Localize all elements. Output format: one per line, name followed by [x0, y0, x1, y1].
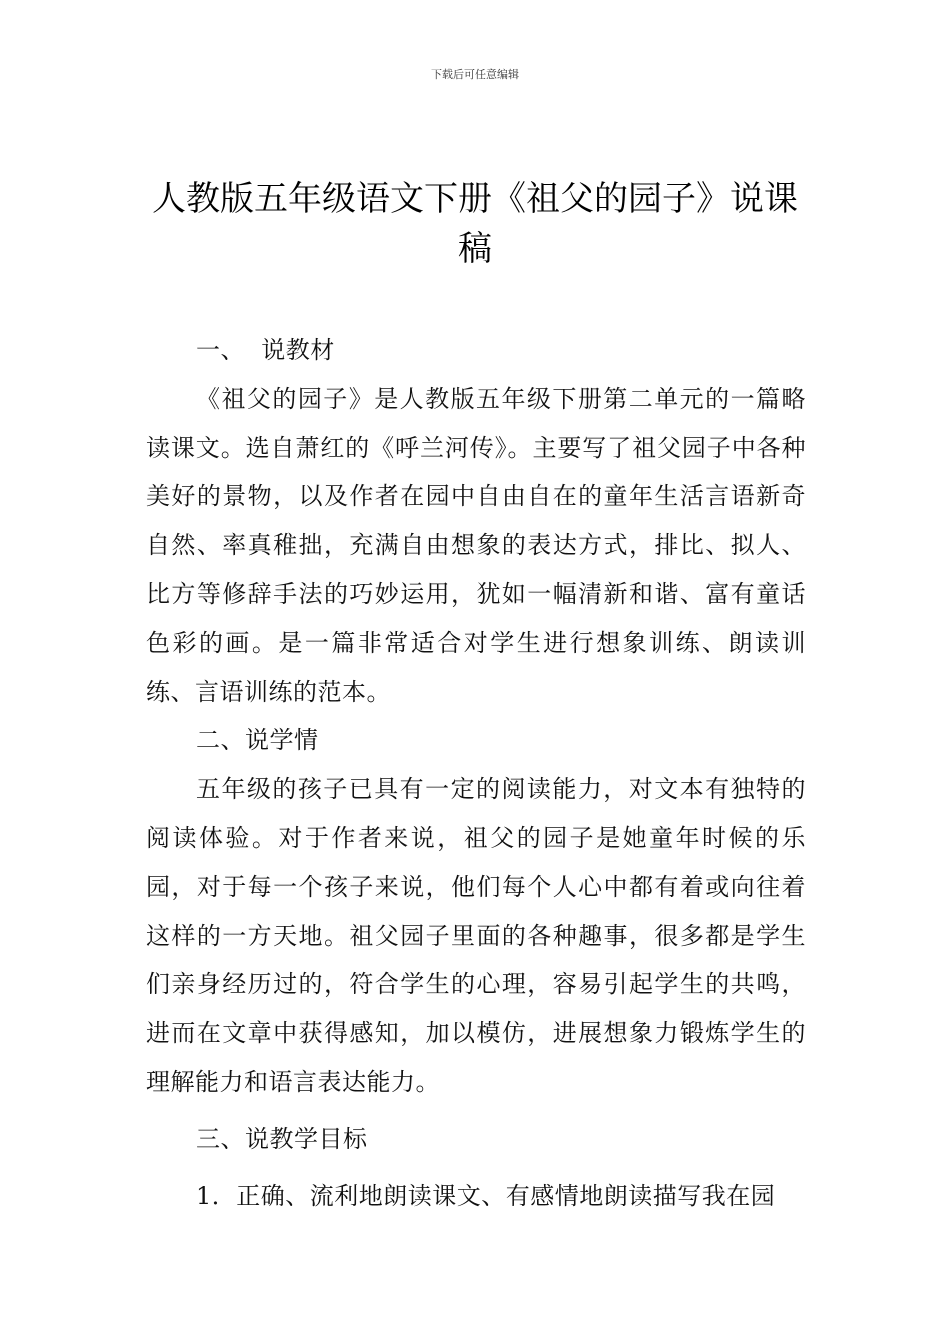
paragraph-teaching-material: 《祖父的园子》是人教版五年级下册第二单元的一篇略读课文。选自萧红的《呼兰河传》。主要写了祖父园子中各种美好的景物，以及作者在园中自由自在的童年生活言语新奇自然、率真稚拙，充满自由想象的表达方式，排比、拟人、比方等修辞手法的巧妙运用，犹如一幅清新和谐、富有童话色彩的画。是一篇非常适合对学生进行想象训练、朗读训练、言语训练的范本。	[146, 384, 806, 706]
paragraph-student-analysis: 五年级的孩子已具有一定的阅读能力，对文本有独特的阅读体验。对于作者来说，祖父的园子是她童年时候的乐园，对于每一个孩子来说，他们每个人心中都有着或向往着这样的一方天地。祖父园子里面的各种趣事，很多都是学生们亲身经历过的，符合学生的心理，容易引起学生的共鸣，进而在文章中获得感知，加以模仿，进展想象力锻炼学生的理解能力和语言表达能力。	[146, 775, 806, 1096]
header-note: 下载后可任意编辑	[431, 68, 519, 81]
section-heading-teaching-material: 一、 说教材	[196, 336, 335, 364]
section-heading-student-analysis: 二、说学情	[196, 726, 319, 755]
list-item-goal-1: 1．正确、流利地朗读课文、有感情地朗读描写我在园	[196, 1181, 776, 1210]
section-heading-teaching-goals: 三、说教学目标	[196, 1124, 368, 1153]
document-body	[146, 326, 806, 1220]
document-title: 人教版五年级语文下册《祖父的园子》说课稿	[152, 179, 798, 269]
